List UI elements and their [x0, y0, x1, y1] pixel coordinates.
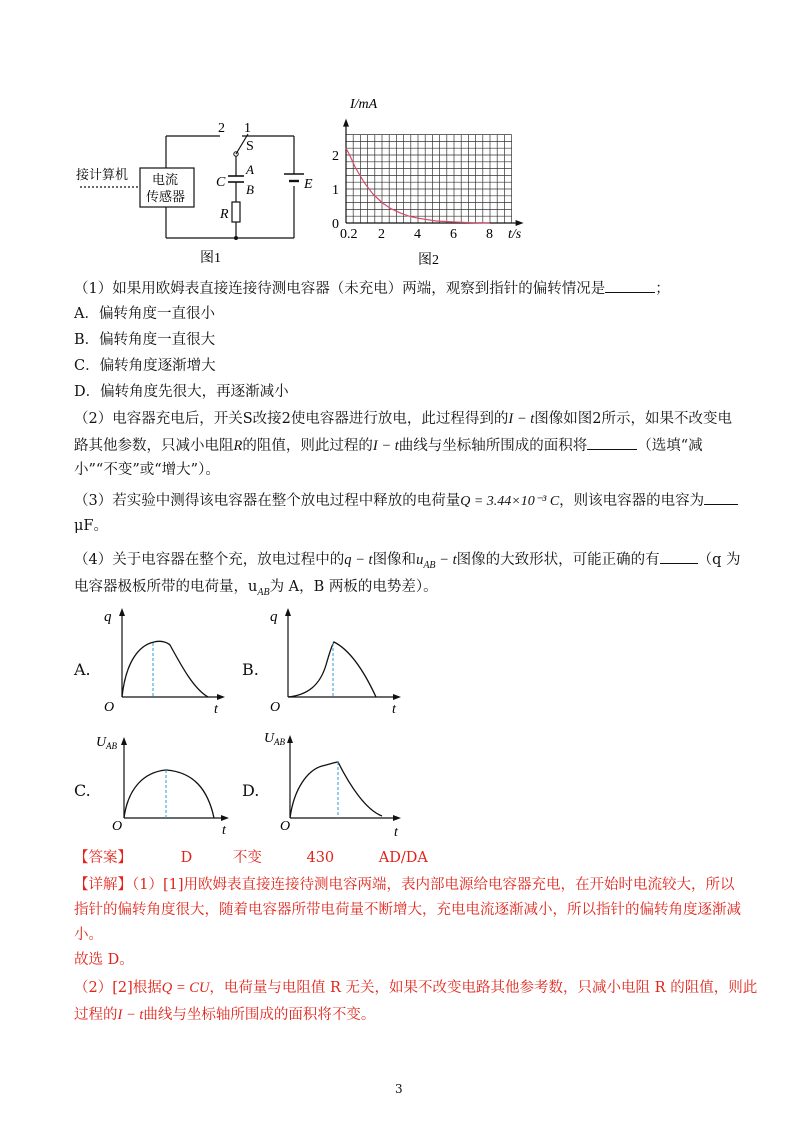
answer-tag: 【答案】	[74, 850, 132, 866]
q1-text: （1）如果用欧姆表直接连接待测电容器（未充电）两端，观察到指针的偏转情况是	[74, 281, 606, 297]
fig1-label-c: C	[216, 175, 226, 190]
svg-text:q: q	[104, 609, 112, 625]
fig2-y-arrow	[343, 119, 349, 127]
answer-2: 不变	[232, 850, 262, 866]
q4-option-b-label: B.	[242, 660, 259, 679]
fig2-x-tick-label: 0.2	[340, 227, 358, 242]
fig1-sensor-line1: 电流	[152, 172, 179, 187]
fig1-pos1: 1	[244, 121, 251, 136]
answer-1: D	[180, 850, 193, 866]
q4-option-d-label: D.	[242, 781, 260, 800]
q4-graph-c	[90, 730, 240, 840]
q4-line1: （4）关于电容器在整个充，放电过程中的q − t图像和$u_{AB} - t$图像的大致形状，可能正确的有 （q 为	[74, 549, 741, 576]
q2-line1: （2）电容器充电后，开关S改接2使电容器进行放电，此过程得到的I − t图像如图2所示，如果不改变电	[74, 411, 733, 427]
fig2-y-tick-label: 0	[332, 217, 339, 232]
q1-stem	[74, 278, 670, 299]
fig1-label-e: E	[304, 177, 313, 192]
svg-text:t: t	[222, 823, 226, 838]
q4-option-a-label: A.	[74, 660, 91, 679]
q2-line3: 小”“不变”或“增大”）。	[74, 462, 220, 478]
q2-answer-blank	[587, 435, 637, 450]
detail-p1-line4: 故选 D。	[74, 952, 134, 968]
svg-text:U: U	[96, 735, 107, 750]
answer-3: 430	[306, 850, 335, 866]
svg-text:U: U	[264, 731, 275, 746]
svg-text:t: t	[394, 825, 398, 840]
answer-row	[74, 848, 428, 868]
fig2-y-tick-label: 1	[332, 183, 339, 198]
q4-graph-b	[258, 605, 408, 717]
svg-text:AB: AB	[274, 737, 285, 747]
answer-4: AD/DA	[378, 850, 428, 866]
fig2-x-tick-label: 8	[486, 227, 493, 242]
fig2-x-tick-label: 6	[450, 227, 457, 242]
q1-end: ；	[655, 281, 670, 297]
q4-answer-blank	[660, 549, 698, 564]
fig1-pos2: 2	[218, 121, 225, 136]
q2-line2: 路其他参数，只减小电阻R的阻值，则此过程的I − t曲线与坐标轴所围成的面积将 （选填“减	[74, 435, 703, 456]
page-number: 3	[395, 1082, 403, 1096]
fig1-caption: 图1	[200, 251, 221, 266]
fig2-y-tick-label: 2	[332, 149, 339, 164]
svg-text:AB: AB	[106, 741, 117, 751]
fig1-switch-s: S	[246, 139, 254, 154]
detail-p1-line2: 指针的偏转角度很大，随着电容器所带电荷量不断增大，充电电流逐渐减小，所以指针的偏转角度逐渐减	[74, 902, 741, 918]
q1-option-d: D．偏转角度先很大，再逐渐减小	[74, 384, 289, 400]
fig1-label-b: B	[246, 182, 254, 197]
q4-line2: 电容器极板所带的电荷量，$u_{AB}$为 A，B 两板的电势差）。	[74, 579, 438, 598]
fig2-caption: 图2	[418, 253, 439, 268]
detail-p1-line3: 小。	[74, 927, 103, 943]
svg-text:O: O	[270, 700, 281, 715]
fig2-x-tick-label: 4	[414, 227, 421, 242]
figure-1-circuit	[70, 110, 320, 270]
svg-text:O: O	[104, 700, 115, 715]
fig2-x-tick-label: 2	[378, 227, 385, 242]
svg-text:O: O	[112, 819, 123, 834]
fig1-label-a: A	[246, 162, 254, 177]
q3-line2: μF。	[74, 518, 108, 534]
fig1-label-r: R	[220, 207, 229, 222]
q3-line1: （3）若实验中测得该电容器在整个放电过程中释放的电荷量Q = 3.44×10⁻³ C，则该电容器的电容为	[74, 490, 738, 512]
q1-option-c: C．偏转角度逐渐增大	[74, 358, 216, 374]
q3-answer-blank	[704, 490, 738, 505]
svg-text:t: t	[214, 702, 218, 717]
fig2-x-arrow	[516, 220, 524, 226]
svg-text:O: O	[280, 819, 291, 834]
detail-p1-line1: 【详解】（1）[1]用欧姆表直接连接待测电容两端，表内部电源给电容器充电，在开始时电流较大，所以	[74, 877, 735, 893]
q1-option-b: B．偏转角度一直很大	[74, 332, 216, 348]
fig1-sensor-line2: 传感器	[146, 189, 186, 204]
figure-2-current-graph	[320, 92, 530, 272]
q1-option-a: A．偏转角度一直很小	[74, 306, 215, 322]
q4-graph-a	[90, 605, 230, 717]
detail-p2-line2: 过程的I − t曲线与坐标轴所围成的面积将不变。	[74, 1007, 376, 1023]
fig2-x-axis-label: t/s	[508, 227, 522, 242]
fig2-y-axis-label: I/mA	[350, 97, 378, 112]
q4-graph-d	[258, 724, 408, 840]
q1-answer-blank	[605, 278, 655, 293]
fig1-computer-label: 接计算机	[76, 167, 129, 182]
svg-text:t: t	[392, 702, 396, 717]
detail-p2-line1: （2）[2]根据Q = CU，电荷量与电阻值 R 无关，如果不改变电路其他参考数，只减小电阻 R 的阻值，则此	[74, 980, 758, 996]
svg-text:q: q	[270, 609, 278, 625]
q4-option-c-label: C.	[74, 781, 91, 800]
